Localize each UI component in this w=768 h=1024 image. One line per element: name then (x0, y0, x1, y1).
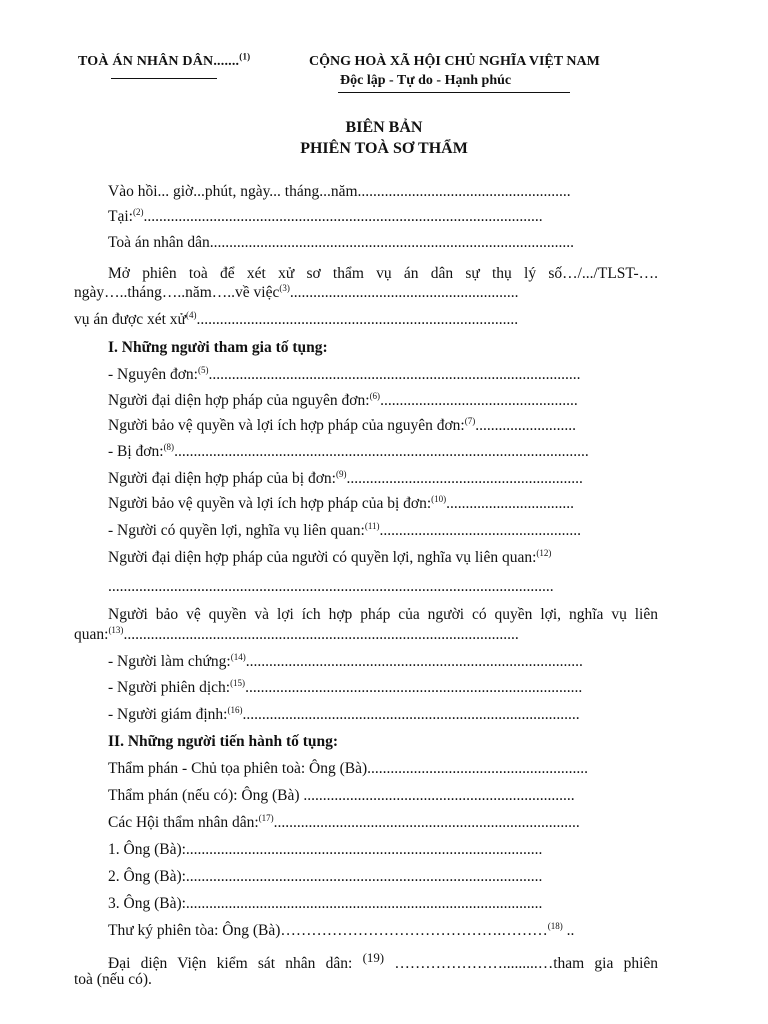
footnote-marker: (1) (239, 51, 251, 62)
nation-name: CỘNG HOÀ XÃ HỘI CHỦ NGHĨA VIỆT NAM (309, 54, 600, 69)
line-plaintiff-defender: Người bảo vệ quyền và lợi ích hợp pháp của nguyên đơn:$^{(7)}$.......................... (108, 415, 576, 434)
line-judge: Thẩm phán (nếu có): Ông (Bà) ...................................................................... (108, 787, 575, 804)
line-juror-2: 2. Ông (Bà):............................................................................................ (108, 868, 543, 885)
line-related-party-defender: Người bảo vệ quyền và lợi ích hợp pháp của người có quyền lợi, nghĩa vụ liên (108, 606, 658, 623)
court-underline (111, 78, 217, 79)
court-name (78, 51, 251, 70)
line-juror-1: 1. Ông (Bà):............................................................................................ (108, 841, 543, 858)
line-defendant-representative: Người đại diện hợp pháp của bị đơn:$^{(9)}$............................................................. (108, 468, 583, 487)
line-procurator: Đại diện Viện kiểm sát nhân dân: $^{(19)}$ ………………….........…tham gia phiên (108, 950, 658, 973)
line-procurator-cont: toà (nếu có). (74, 971, 152, 988)
line-case-number: Mở phiên toà để xét xử sơ thẩm vụ án dân sự thụ lý số…/.../TLST-…. (108, 265, 658, 282)
line-case-date: ngày…..tháng…..năm…..về việc$^{(3)}$........................................................... (74, 282, 519, 301)
line-time: Vào hồi... giờ...phút, ngày... tháng...năm....................................................... (108, 183, 571, 200)
motto-underline (338, 92, 570, 93)
line-witness: - Người làm chứng:$^{(14)}$....................................................................................... (108, 651, 583, 670)
section-heading-participants: I. Những người tham gia tố tụng: (108, 339, 328, 356)
line-case-subject: vụ án được xét xử$^{(4)}$................................................................................... (74, 309, 519, 328)
section-heading-officials: II. Những người tiến hành tố tụng: (108, 733, 339, 750)
line-juror-3: 3. Ông (Bà):............................................................................................ (108, 895, 543, 912)
document-title: BIÊN BẢN (345, 119, 423, 136)
line-defendant: - Bị đơn:$^{(8)}$........................................................................................................... (108, 441, 589, 460)
line-presiding-judge: Thẩm phán - Chủ tọa phiên toà: Ông (Bà)......................................................... (108, 760, 589, 777)
line-defendant-defender: Người bảo vệ quyền và lợi ích hợp pháp của bị đơn:$^{(10)}$................................. (108, 493, 575, 512)
court-label: TOÀ ÁN NHÂN DÂN....... (78, 54, 240, 69)
line-plaintiff-representative: Người đại diện hợp pháp của nguyên đơn:$^{(6)}$................................................... (108, 390, 578, 409)
national-motto: Độc lập - Tự do - Hạnh phúc (340, 73, 512, 88)
document-subtitle: PHIÊN TOÀ SƠ THẨM (300, 140, 468, 157)
line-blank-dots: ................................................................................................................... (108, 578, 554, 595)
line-related-party: - Người có quyền lợi, nghĩa vụ liên quan:$^{(11)}$.................................................... (108, 520, 581, 539)
line-court: Toà án nhân dân.............................................................................................. (108, 234, 575, 251)
line-expert: - Người giám định:$^{(16)}$....................................................................................... (108, 704, 580, 723)
line-jurors: Các Hội thẩm nhân dân:$^{(17)}$............................................................................... (108, 812, 580, 831)
line-location: Tại:$^{(2)}$....................................................................................................... (108, 206, 543, 225)
line-related-party-defender-cont: quan:$^{(13)}$...................................................................................................... (74, 624, 519, 643)
line-court-clerk: Thư ký phiên tòa: Ông (Bà)…………………………………….………$^{(18)}$ .. (108, 920, 575, 939)
line-plaintiff: - Nguyên đơn:$^{(5)}$................................................................................................ (108, 364, 581, 383)
line-related-party-representative: Người đại diện hợp pháp của người có quyền lợi, nghĩa vụ liên quan:$^{(12)}$ (108, 547, 552, 566)
line-interpreter: - Người phiên dịch:$^{(15)}$....................................................................................... (108, 677, 583, 696)
